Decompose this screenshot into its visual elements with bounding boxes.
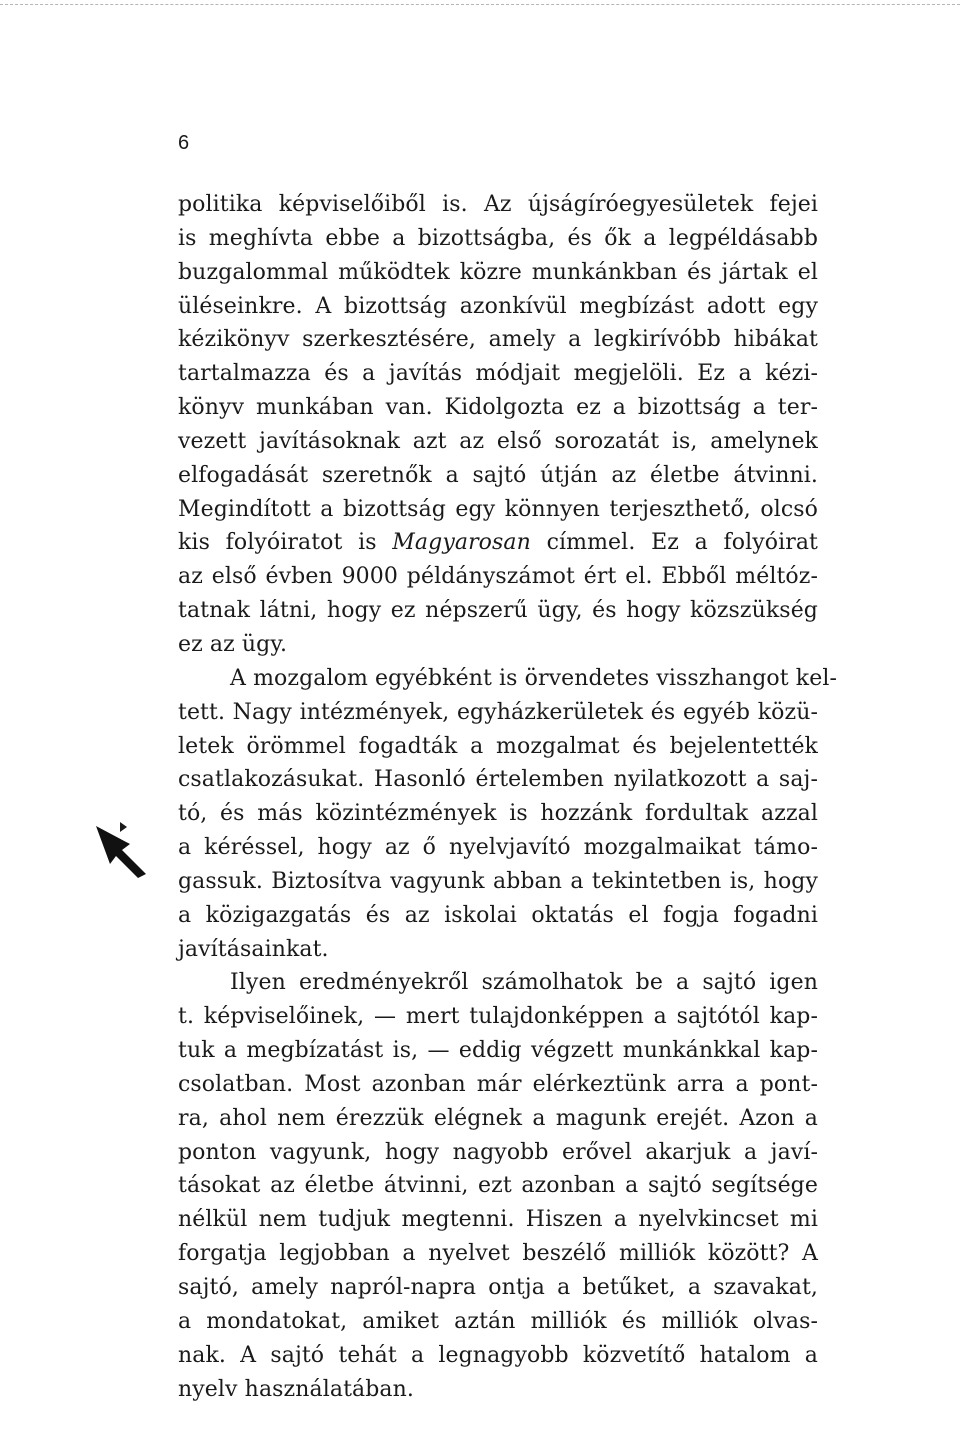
text-line bbox=[178, 831, 818, 865]
text-line bbox=[178, 662, 838, 696]
text-line bbox=[178, 290, 818, 324]
text-run: kis folyóiratot is bbox=[178, 530, 393, 556]
text-run: is meghívta ebbe a bizottságba, és ők a legpéldásabb bbox=[178, 225, 818, 251]
text-run: javításainkat. bbox=[178, 936, 329, 962]
text-run: az első évben 9000 példányszámot ért el. Ebből méltóz- bbox=[178, 564, 818, 590]
text-line bbox=[178, 1305, 818, 1339]
text-line bbox=[178, 1373, 818, 1407]
text-line bbox=[178, 1203, 818, 1237]
text-line bbox=[178, 628, 818, 662]
text-line bbox=[178, 425, 818, 459]
text-run: a kéréssel, hogy az ő nyelvjavító mozgalmaikat támo- bbox=[178, 835, 818, 861]
text-run: tatnak látni, hogy ez népszerű ügy, és hogy közszükség bbox=[178, 598, 818, 624]
scan-top-edge bbox=[0, 4, 960, 5]
page-number: 6 bbox=[178, 132, 190, 154]
periodical-title: Magyarosan bbox=[392, 530, 531, 556]
text-run: címmel. Ez a folyóirat bbox=[530, 530, 818, 556]
text-run: Ilyen eredményekről számolhatok be a sajtó igen bbox=[230, 970, 818, 996]
text-run: vezett javításoknak azt az első sorozatát is, amelynek bbox=[178, 428, 818, 454]
body-text bbox=[178, 188, 838, 1406]
text-line bbox=[178, 357, 818, 391]
text-run: a mondatokat, amiket aztán milliók és milliók olvas- bbox=[178, 1308, 818, 1334]
text-run: nélkül nem tudjuk megtenni. Hiszen a nyelvkincset mi bbox=[178, 1207, 818, 1233]
text-line bbox=[178, 1237, 818, 1271]
text-line bbox=[178, 696, 818, 730]
text-line bbox=[178, 797, 818, 831]
text-run: ez az ügy. bbox=[178, 631, 288, 657]
text-run: forgatja legjobban a nyelvet beszélő milliók között? A bbox=[178, 1241, 818, 1267]
text-run: t. képviselőinek, — mert tulajdonképpen a sajtótól kap- bbox=[178, 1004, 818, 1030]
text-run: nyelv használatában. bbox=[178, 1376, 414, 1402]
text-line bbox=[178, 188, 818, 222]
text-run: gassuk. Biztosítva vagyunk abban a tekintetben is, hogy bbox=[178, 868, 818, 894]
text-line bbox=[178, 1271, 818, 1305]
text-line bbox=[178, 323, 818, 357]
text-run: A mozgalom egyébként is örvendetes visszhangot kel- bbox=[230, 665, 838, 691]
text-run: nak. A sajtó tehát a legnagyobb közvetítő hatalom a bbox=[178, 1342, 818, 1368]
text-run: csatlakozásukat. Hasonló értelemben nyilatkozott a saj- bbox=[178, 767, 818, 793]
text-run: tásokat az életbe átvinni, ezt azonban a sajtó segítsége bbox=[178, 1173, 818, 1199]
text-line bbox=[178, 966, 818, 1000]
text-line bbox=[178, 1034, 818, 1068]
text-line bbox=[178, 730, 818, 764]
text-run: letek örömmel fogadták a mozgalmat és bejelentették bbox=[178, 733, 818, 759]
text-line bbox=[178, 1102, 818, 1136]
text-line bbox=[178, 899, 818, 933]
text-line bbox=[178, 1000, 818, 1034]
text-run: Megindított a bizottság egy könnyen terjeszthető, olcsó bbox=[178, 496, 818, 522]
text-line bbox=[178, 594, 818, 628]
text-line bbox=[178, 1136, 818, 1170]
margin-arrow-icon bbox=[92, 822, 150, 880]
text-run: elfogadását szeretnők a sajtó útján az életbe átvinni. bbox=[178, 462, 818, 488]
text-line bbox=[178, 1169, 818, 1203]
text-line bbox=[178, 459, 818, 493]
text-line bbox=[178, 1068, 818, 1102]
text-run: tartalmazza és a javítás módjait megjelöli. Ez a kézi- bbox=[178, 361, 818, 387]
text-line bbox=[178, 526, 818, 560]
text-line bbox=[178, 222, 818, 256]
text-line bbox=[178, 1339, 818, 1373]
text-run: buzgalommal működtek közre munkánkban és jártak el bbox=[178, 259, 818, 285]
text-line bbox=[178, 493, 818, 527]
text-run: a közigazgatás és az iskolai oktatás el fogja fogadni bbox=[178, 902, 818, 928]
text-line bbox=[178, 560, 818, 594]
text-line bbox=[178, 763, 818, 797]
text-line bbox=[178, 256, 818, 290]
text-run: tett. Nagy intézmények, egyházkerületek és egyéb közü- bbox=[178, 699, 818, 725]
text-line bbox=[178, 391, 818, 425]
text-run: politika képviselőiből is. Az újságíróegyesületek fejei bbox=[178, 192, 818, 217]
text-run: sajtó, amely napról-napra ontja a betűket, a szavakat, bbox=[178, 1275, 818, 1300]
text-line bbox=[178, 933, 818, 967]
text-run: kézikönyv szerkesztésére, amely a legkirívóbb hibákat bbox=[178, 327, 818, 353]
text-run: könyv munkában van. Kidolgozta ez a bizottság a ter- bbox=[178, 395, 818, 421]
text-run: tó, és más közintézmények is hozzánk fordultak azzal bbox=[178, 801, 818, 827]
text-run: ra, ahol nem érezzük elégnek a magunk erejét. Azon a bbox=[178, 1105, 818, 1131]
text-line bbox=[178, 865, 818, 899]
text-run: csolatban. Most azonban már elérkeztünk arra a pont- bbox=[178, 1071, 818, 1097]
text-run: tuk a megbízatást is, — eddig végzett munkánkkal kap- bbox=[178, 1038, 818, 1064]
text-run: ponton vagyunk, hogy nagyobb erővel akarjuk a javí- bbox=[178, 1139, 818, 1165]
text-run: üléseinkre. A bizottság azonkívül megbízást adott egy bbox=[178, 293, 818, 319]
